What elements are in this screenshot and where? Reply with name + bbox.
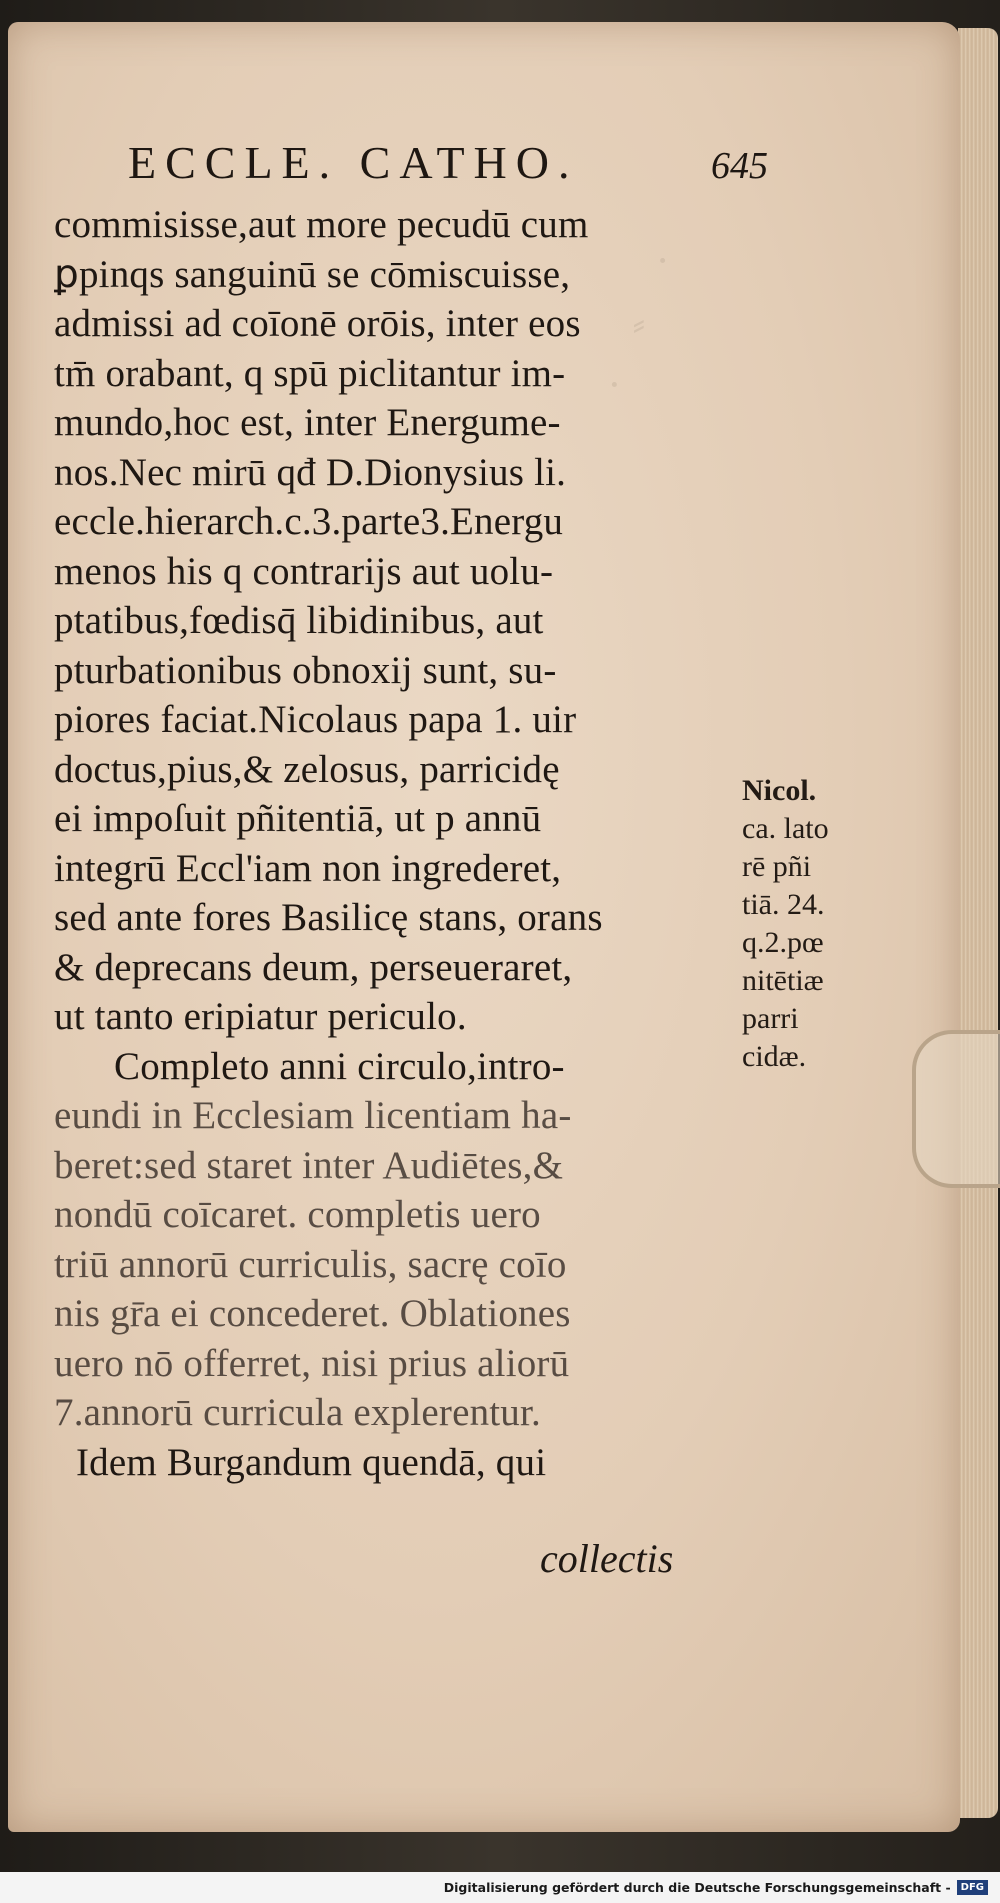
marginal-note-line: parri <box>742 1002 799 1035</box>
page-header <box>128 136 768 189</box>
text-line: Completo anni circulo,intro- <box>114 1044 565 1088</box>
text-line: & deprecans deum, perseueraret, <box>54 945 573 989</box>
text-line: menos his q contrarijs aut uolu- <box>54 549 554 593</box>
marginal-note <box>742 772 872 1076</box>
marginal-note-line: q.2.pœ <box>742 926 824 959</box>
page-number: 645 <box>711 145 768 187</box>
running-head: ECCLE. CATHO. <box>128 137 579 188</box>
text-line: beret:sed staret inter Audiētes,& <box>54 1143 564 1187</box>
text-line: ptatibus,fœdisq̄ libidinibus, aut <box>54 599 544 642</box>
book-clasp <box>912 1030 1000 1188</box>
text-line: mundo,hoc est, inter Energume- <box>54 401 561 444</box>
text-line: 7.annorū curricula explerentur. <box>54 1391 541 1434</box>
text-line: ꝑpinqs sanguinū se cōmiscuisse, <box>54 252 571 296</box>
body-text <box>54 200 754 1487</box>
text-line: pturbationibus obnoxij sunt, su- <box>54 648 557 692</box>
text-line: nos.Nec mirū qđ D.Dionysius li. <box>54 450 567 494</box>
text-line: nondū coīcaret. completis uero <box>54 1193 541 1236</box>
text-line: integrū Eccl'iam non ingrederet, <box>54 846 562 890</box>
text-line: ut tanto eripiatur periculo. <box>54 995 467 1038</box>
page-edges <box>958 28 998 1818</box>
text-line: ei impoſuit pñitentiā, ut p annū <box>54 797 542 840</box>
text-line: Idem Burgandum quendā, qui <box>76 1440 547 1484</box>
text-line: eundi in Ecclesiam licentiam ha- <box>54 1094 572 1137</box>
marginal-note-line: cidæ. <box>742 1040 807 1073</box>
marginal-note-line: rē pñi <box>742 850 812 883</box>
text-line: admissi ad coīonē orōis, inter eos <box>54 302 581 345</box>
text-line: uero nō offerret, nisi prius aliorū <box>54 1341 570 1385</box>
text-line: commisisse,aut more pecudū cum <box>54 203 589 246</box>
marginal-note-line: ca. lato <box>742 812 829 845</box>
marginal-note-line: Nicol. <box>742 774 817 807</box>
dfg-logo: DFG <box>957 1880 988 1895</box>
text-line: nis gr̄a ei concederet. Oblationes <box>54 1292 571 1335</box>
marginal-note-line: nitētiæ <box>742 964 824 997</box>
text-line: triū annorū curriculis, sacrę coīo <box>54 1242 567 1286</box>
text-line: piores faciat.Nicolaus papa 1. uir <box>54 698 577 741</box>
text-line: tm̄ orabant, q spū piclitantur im- <box>54 351 566 395</box>
digitization-footer <box>0 1872 1000 1903</box>
text-line: eccle.hierarch.c.3.parte3.Energu <box>54 500 564 543</box>
text-line: doctus,pius,& zelosus, parricidę <box>54 747 560 791</box>
footer-credit: Digitalisierung gefördert durch die Deutsche Forschungsgemeinschaft - <box>443 1880 951 1895</box>
show-through-text: · ⸗ · <box>608 239 669 407</box>
catchword: collectis <box>540 1536 674 1581</box>
text-line: sed ante fores Basilicę stans, orans <box>54 896 603 939</box>
marginal-note-line: tiā. 24. <box>742 888 825 921</box>
